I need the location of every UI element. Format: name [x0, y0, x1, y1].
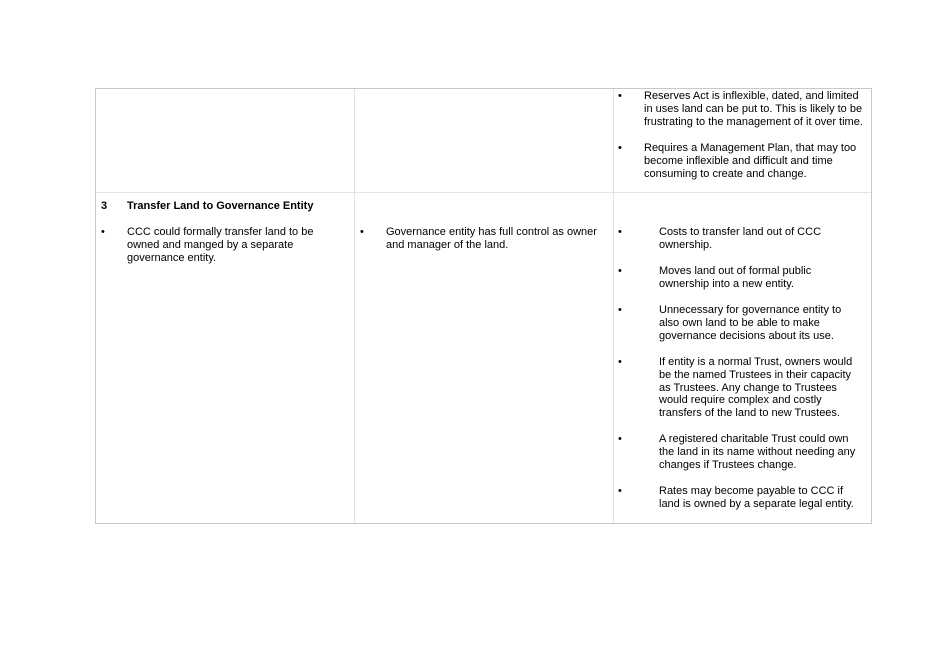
bullet-icon: • — [618, 304, 622, 316]
row2-disadvantage-item — [618, 433, 868, 473]
bullet-icon: • — [618, 265, 622, 277]
column-divider — [613, 89, 614, 523]
option-number: 3 — [101, 200, 108, 212]
row2-disadvantage-item — [618, 226, 868, 254]
row2-disadvantage-item — [618, 265, 868, 293]
bullet-icon: • — [618, 226, 622, 238]
row2-disadvantage-text: Costs to transfer land out of CCC ownership. — [659, 226, 822, 251]
row1-disadvantage-item — [618, 90, 878, 130]
bullet-icon: • — [618, 356, 622, 368]
row2-disadvantage-item — [618, 304, 868, 344]
row2-advantage-text: Governance entity has full control as owner and manager of the land. — [386, 226, 597, 251]
row2-description-item — [101, 226, 341, 266]
row2-disadvantage-text: Rates may become payable to CCC if land is owned by a separate legal entity. — [659, 485, 854, 510]
row2-disadvantage-text: If entity is a normal Trust, owners would be the named Trustees in their capacity as Trustees. Any change to Trustees would require complex and costly transfers of the land to new Trustees. — [659, 356, 853, 420]
row2-disadvantage-item — [618, 485, 868, 513]
bullet-icon: • — [618, 90, 622, 102]
row-divider — [96, 192, 871, 193]
bullet-icon: • — [618, 485, 622, 497]
row1-disadvantage-item — [618, 142, 878, 182]
option-heading: Transfer Land to Governance Entity — [127, 200, 314, 212]
bullet-icon: • — [360, 226, 364, 238]
row2-advantage-item — [360, 226, 605, 254]
bullet-icon: • — [101, 226, 105, 238]
row2-disadvantage-text: A registered charitable Trust could own the land in its name without needing any changes if Trustees change. — [659, 433, 856, 471]
row1-disadvantage-text: Reserves Act is inflexible, dated, and limited in uses land can be put to. This is likely to be frustrating to the management of it over time. — [644, 90, 863, 128]
bullet-icon: • — [618, 142, 622, 154]
column-divider — [354, 89, 355, 523]
row1-disadvantage-text: Requires a Management Plan, that may too become inflexible and difficult and time consuming to create and change. — [644, 142, 857, 180]
row2-disadvantage-text: Unnecessary for governance entity to also own land to be able to make governance decisions about its use. — [659, 304, 842, 342]
row2-description-text: CCC could formally transfer land to be owned and manged by a separate governance entity. — [127, 226, 314, 264]
bullet-icon: • — [618, 433, 622, 445]
row2-disadvantage-text: Moves land out of formal public ownership into a new entity. — [659, 265, 812, 290]
row2-disadvantage-item — [618, 356, 868, 422]
